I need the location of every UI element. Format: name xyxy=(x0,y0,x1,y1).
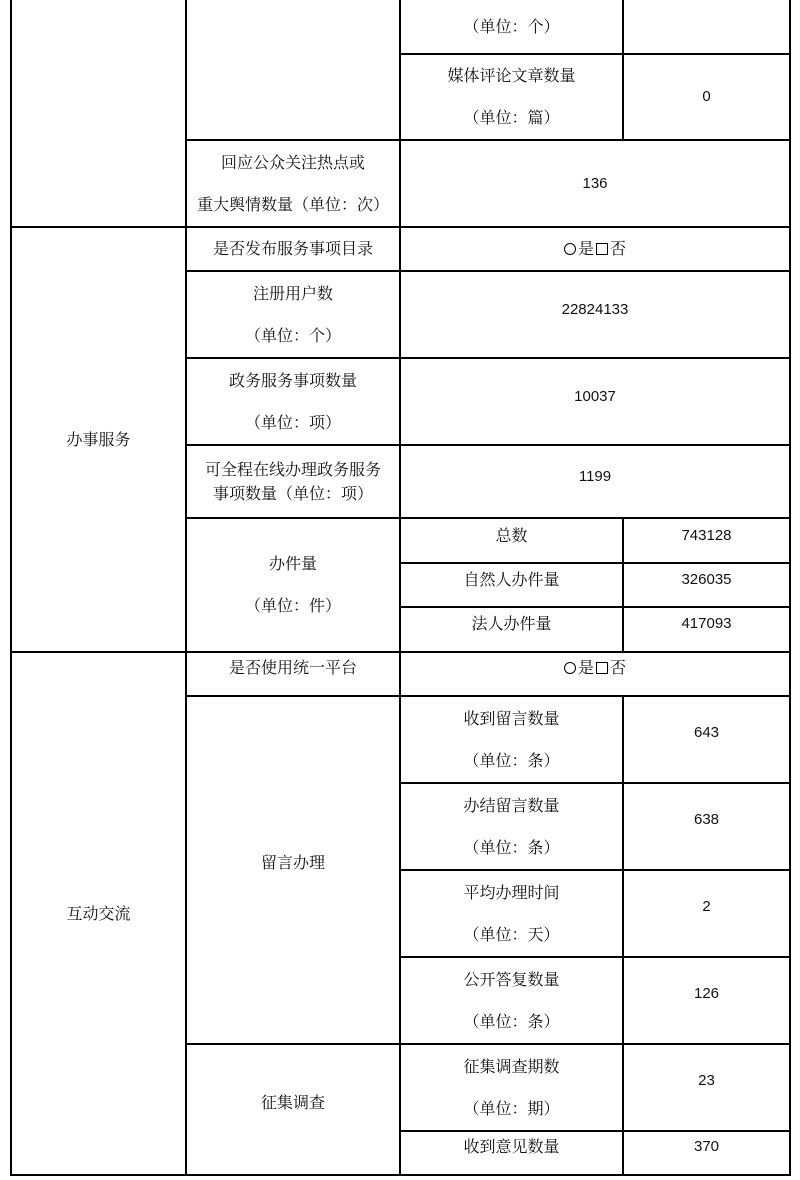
avg-label-cell xyxy=(401,871,622,956)
platform-choice xyxy=(564,656,626,680)
online-label-cell xyxy=(187,446,399,517)
items-value: 10037 xyxy=(574,387,616,405)
media-label-cell xyxy=(401,55,622,139)
item-unit-cell xyxy=(401,0,622,53)
media-value-cell xyxy=(624,55,789,139)
service-section-title: 办事服务 xyxy=(66,429,131,449)
opinions-label-cell xyxy=(401,1132,622,1162)
natural-label-cell xyxy=(401,564,622,596)
received-unit: （单位：条） xyxy=(463,750,560,770)
opinions-label: 收到意见数量 xyxy=(463,1137,560,1156)
total-label-cell xyxy=(401,519,622,552)
messages-label: 留言办理 xyxy=(260,853,325,872)
online-label-1: 可全程在线办理政务服务 xyxy=(204,459,381,479)
received-label-cell xyxy=(401,697,622,782)
catalog-choice xyxy=(564,237,626,261)
natural-value-cell xyxy=(624,564,789,596)
natural-label: 自然人办件量 xyxy=(463,570,560,589)
public-label: 公开答复数量 xyxy=(463,969,560,989)
received-label: 收到留言数量 xyxy=(463,708,560,728)
catalog-label-cell xyxy=(187,228,399,270)
items-value-cell xyxy=(401,359,789,434)
platform-choice-cell xyxy=(401,653,789,683)
grid-line xyxy=(789,0,791,1176)
users-label: 注册用户数 xyxy=(252,283,333,303)
response-value: 136 xyxy=(582,174,608,192)
public-value: 126 xyxy=(693,985,720,1002)
item-unit: （单位：个） xyxy=(463,16,560,36)
legal-value-cell xyxy=(624,608,789,640)
items-label: 政务服务事项数量 xyxy=(228,370,357,390)
catalog-no: 否 xyxy=(610,239,627,258)
interaction-section-cell xyxy=(12,653,185,1174)
closed-value: 638 xyxy=(693,811,720,828)
total-value-cell xyxy=(624,519,789,552)
periods-unit: （单位：期） xyxy=(463,1098,560,1118)
total-label: 总数 xyxy=(495,525,528,545)
messages-label-cell xyxy=(187,697,399,1029)
response-label-1: 回应公众关注热点或 xyxy=(220,152,365,172)
users-value: 22824133 xyxy=(561,300,629,318)
avg-value-cell xyxy=(624,871,789,943)
online-value-cell xyxy=(401,446,789,507)
catalog-label: 是否发布服务事项目录 xyxy=(212,239,373,258)
grid-line xyxy=(10,1174,791,1176)
checkbox-empty-icon xyxy=(596,243,608,255)
closed-unit: （单位：条） xyxy=(463,837,560,857)
users-unit: （单位：个） xyxy=(244,325,341,345)
legal-value: 417093 xyxy=(681,615,732,632)
volume-unit: （单位：件） xyxy=(244,596,341,615)
catalog-choice-cell xyxy=(401,228,789,270)
platform-label-cell xyxy=(187,653,399,683)
media-value: 0 xyxy=(702,88,711,105)
legal-label-cell xyxy=(401,608,622,640)
interaction-section-title: 互动交流 xyxy=(66,903,131,923)
platform-yes: 是 xyxy=(577,658,594,677)
items-unit: （单位：项） xyxy=(244,412,341,432)
platform-no: 否 xyxy=(610,658,627,677)
legal-label: 法人办件量 xyxy=(471,614,552,633)
items-label-cell xyxy=(187,359,399,444)
closed-label: 办结留言数量 xyxy=(463,795,560,815)
survey-label: 征集调查 xyxy=(260,1092,325,1112)
natural-value: 326035 xyxy=(681,571,732,588)
platform-label: 是否使用统一平台 xyxy=(228,658,357,677)
periods-label: 征集调查期数 xyxy=(463,1056,560,1076)
checkbox-empty-icon xyxy=(596,662,608,674)
response-value-cell xyxy=(401,141,789,226)
media-label: 媒体评论文章数量 xyxy=(447,66,576,85)
radio-selected-icon xyxy=(564,662,576,674)
service-section-cell xyxy=(12,228,185,651)
received-value-cell xyxy=(624,697,789,769)
avg-value: 2 xyxy=(702,898,711,915)
online-label-2: 事项数量（单位：项） xyxy=(212,483,373,503)
public-label-cell xyxy=(401,958,622,1043)
volume-label: 办件量 xyxy=(268,554,317,573)
periods-label-cell xyxy=(401,1045,622,1130)
total-value: 743128 xyxy=(681,526,732,544)
response-label-2: 重大舆情数量（单位：次） xyxy=(196,194,389,214)
users-value-cell xyxy=(401,272,789,347)
online-value: 1199 xyxy=(578,467,612,485)
survey-label-cell xyxy=(187,1045,399,1160)
periods-value: 23 xyxy=(698,1072,715,1089)
opinions-value: 370 xyxy=(693,1138,720,1155)
closed-label-cell xyxy=(401,784,622,869)
volume-label-cell xyxy=(187,519,399,651)
opinions-value-cell xyxy=(624,1132,789,1162)
response-label-cell xyxy=(187,141,399,226)
radio-selected-icon xyxy=(564,243,576,255)
catalog-yes: 是 xyxy=(577,239,594,258)
public-unit: （单位：条） xyxy=(463,1011,560,1031)
received-value: 643 xyxy=(693,724,720,741)
periods-value-cell xyxy=(624,1045,789,1117)
avg-unit: （单位：天） xyxy=(463,924,560,944)
media-unit: （单位：篇） xyxy=(463,108,560,127)
users-label-cell xyxy=(187,272,399,357)
closed-value-cell xyxy=(624,784,789,856)
public-value-cell xyxy=(624,958,789,1030)
avg-label: 平均办理时间 xyxy=(463,882,560,902)
